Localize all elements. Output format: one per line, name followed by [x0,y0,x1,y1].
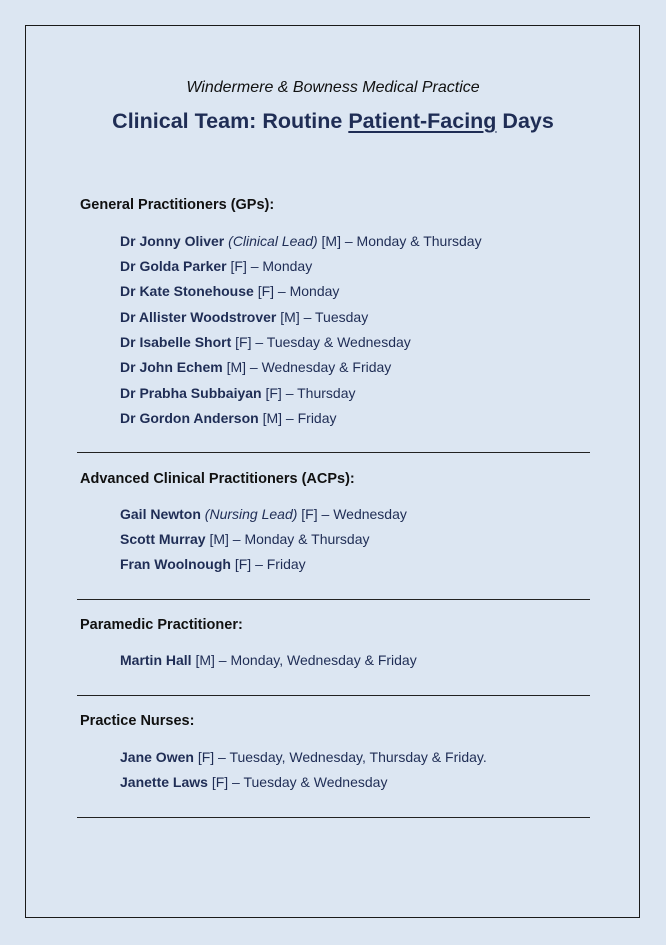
staff-entry [120,334,411,350]
staff-entry [120,531,370,547]
staff-days: [F] – Wednesday [301,506,407,522]
staff-name: Scott Murray [120,531,206,547]
title-emphasis: Patient-Facing [348,109,497,133]
staff-days: [M] – Monday & Thursday [321,233,482,249]
staff-entry [120,385,356,401]
staff-name: Janette Laws [120,774,208,790]
staff-name: Gail Newton [120,506,201,522]
staff-name: Dr Gordon Anderson [120,410,259,426]
staff-entry [120,258,312,274]
staff-name: Dr Jonny Oliver [120,233,225,249]
practice-name: Windermere & Bowness Medical Practice [186,79,480,96]
staff-days: [F] – Thursday [265,385,356,401]
staff-days: [F] – Tuesday & Wednesday [211,774,388,790]
section-divider [77,695,590,696]
section-divider [77,599,590,600]
staff-entry [120,309,368,325]
staff-name: Martin Hall [120,652,192,668]
staff-name: Dr Kate Stonehouse [120,283,254,299]
page-title [0,109,666,134]
staff-entry [120,774,387,790]
section-heading-paramedic: Paramedic Practitioner: [80,617,243,633]
title-prefix: Clinical Team: Routine [112,109,349,133]
staff-name: Dr John Echem [120,359,223,375]
staff-days: [M] – Tuesday [280,309,369,325]
section-divider [77,817,590,818]
title-suffix: Days [496,109,554,133]
staff-entry [120,749,487,765]
staff-days: [F] – Tuesday & Wednesday [235,334,411,350]
staff-days: [M] – Friday [262,410,337,426]
staff-name: Dr Isabelle Short [120,334,232,350]
staff-days: [F] – Friday [234,556,306,572]
staff-name: Dr Golda Parker [120,258,227,274]
staff-entry [120,652,417,668]
staff-role: (Nursing Lead) [204,506,298,522]
section-heading-gps: General Practitioners (GPs): [80,197,275,213]
staff-days: [F] – Monday [230,258,313,274]
staff-entry [120,410,337,426]
staff-days: [M] – Monday, Wednesday & Friday [195,652,417,668]
section-heading-acps: Advanced Clinical Practitioners (ACPs): [80,471,355,487]
staff-entry [120,556,306,572]
staff-name: Fran Woolnough [120,556,231,572]
staff-entry [120,506,407,522]
staff-days: [F] – Monday [257,283,340,299]
section-divider [77,452,590,453]
staff-name: Jane Owen [120,749,194,765]
staff-entry [120,233,482,249]
staff-days: [M] – Monday & Thursday [209,531,370,547]
staff-entry [120,359,391,375]
staff-name: Dr Prabha Subbaiyan [120,385,262,401]
staff-days: [M] – Wednesday & Friday [226,359,392,375]
staff-entry [120,283,339,299]
staff-name: Dr Allister Woodstrover [120,309,277,325]
staff-days: [F] – Tuesday, Wednesday, Thursday & Friday. [197,749,487,765]
section-heading-nurses: Practice Nurses: [80,713,195,729]
staff-role: (Clinical Lead) [228,233,318,249]
